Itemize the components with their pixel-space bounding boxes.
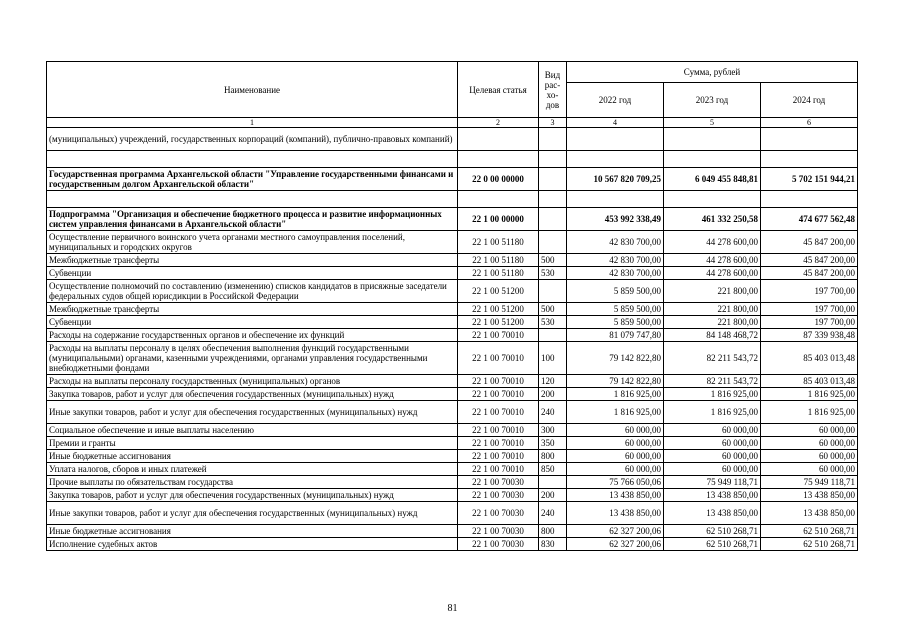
row-amount-2022: 79 142 822,80 (567, 342, 664, 375)
row-amount-2024: 60 000,00 (761, 463, 858, 476)
row-amount-2024: 45 847 200,00 (761, 254, 858, 267)
row-amount-2024: 87 339 938,48 (761, 329, 858, 342)
row-amount-2023: 461 332 250,58 (664, 208, 761, 231)
row-amount-2024: 1 816 925,00 (761, 388, 858, 401)
table-row (47, 476, 858, 489)
column-index: 5 (664, 118, 761, 128)
spacer-cell (761, 191, 858, 208)
row-target-code: 22 1 00 51200 (458, 280, 539, 303)
row-name: Закупка товаров, работ и услуг для обеспечения государственных (муниципальных) нужд (47, 489, 458, 502)
row-expense-kind: 300 (539, 424, 567, 437)
spacer-cell (539, 151, 567, 168)
row-amount-2024: 45 847 200,00 (761, 267, 858, 280)
row-amount-2024: 85 403 013,48 (761, 342, 858, 375)
row-amount-2022: 42 830 700,00 (567, 231, 664, 254)
row-amount-2024: 197 700,00 (761, 303, 858, 316)
spacer-cell (761, 151, 858, 168)
row-target-code: 22 1 00 70010 (458, 329, 539, 342)
row-name: Исполнение судебных актов (47, 538, 458, 551)
spacer-cell (567, 151, 664, 168)
row-target-code: 22 1 00 70010 (458, 342, 539, 375)
table-row (47, 303, 858, 316)
row-amount-2022: 5 859 500,00 (567, 316, 664, 329)
row-amount-2024: 60 000,00 (761, 424, 858, 437)
row-amount-2023: 62 510 268,71 (664, 538, 761, 551)
spacer-cell (539, 191, 567, 208)
row-name: Закупка товаров, работ и услуг для обеспечения государственных (муниципальных) нужд (47, 388, 458, 401)
header-year-2024: 2024 год (761, 83, 858, 118)
row-amount-2022: 42 830 700,00 (567, 254, 664, 267)
row-target-code: 22 1 00 51180 (458, 231, 539, 254)
row-expense-kind: 200 (539, 489, 567, 502)
row-amount-2023: 221 800,00 (664, 303, 761, 316)
row-amount-2024: 13 438 850,00 (761, 489, 858, 502)
row-amount-2023: 84 148 468,72 (664, 329, 761, 342)
row-amount-2022: 1 816 925,00 (567, 388, 664, 401)
header-target: Целевая статья (458, 62, 539, 118)
row-expense-kind: 530 (539, 316, 567, 329)
table-row (47, 316, 858, 329)
spacer-cell (458, 151, 539, 168)
row-amount-2023: 62 510 268,71 (664, 525, 761, 538)
row-amount-2022: 81 079 747,80 (567, 329, 664, 342)
table-row (47, 450, 858, 463)
row-amount-2022: 75 766 050,06 (567, 476, 664, 489)
table-row (47, 525, 858, 538)
row-target-code: 22 1 00 70010 (458, 375, 539, 388)
row-amount-2024: 474 677 562,48 (761, 208, 858, 231)
row-target-code: 22 1 00 70030 (458, 538, 539, 551)
row-amount-2024: 197 700,00 (761, 316, 858, 329)
row-amount-2024: 5 702 151 944,21 (761, 168, 858, 191)
row-name: Иные бюджетные ассигнования (47, 525, 458, 538)
row-target-code: 22 1 00 70010 (458, 463, 539, 476)
row-target-code: 22 0 00 00000 (458, 168, 539, 191)
row-expense-kind: 500 (539, 303, 567, 316)
row-amount-2023: 60 000,00 (664, 437, 761, 450)
table-row (47, 168, 858, 191)
row-target-code: 22 1 00 70010 (458, 437, 539, 450)
row-amount-2024: 45 847 200,00 (761, 231, 858, 254)
row-amount-2023: 6 049 455 848,81 (664, 168, 761, 191)
table-row (47, 342, 858, 375)
row-name: Расходы на содержание государственных органов и обеспечение их функций (47, 329, 458, 342)
row-amount-2023: 44 278 600,00 (664, 254, 761, 267)
row-amount-2023: 60 000,00 (664, 463, 761, 476)
row-name: Премии и гранты (47, 437, 458, 450)
row-name: Подпрограмма "Организация и обеспечение бюджетного процесса и развитие информационных систем управления финансами в Архангельской области" (47, 208, 458, 231)
row-amount-2024: 62 510 268,71 (761, 538, 858, 551)
column-index: 2 (458, 118, 539, 128)
row-amount-2024: 1 816 925,00 (761, 401, 858, 424)
page-number: 81 (447, 603, 458, 614)
row-name: Субвенции (47, 267, 458, 280)
table-row (47, 502, 858, 525)
row-name: Государственная программа Архангельской области "Управление государственными финансами и государственным долгом Архангельской области" (47, 168, 458, 191)
row-amount-2022: 60 000,00 (567, 463, 664, 476)
row-amount-2022: 60 000,00 (567, 424, 664, 437)
row-amount-2023: 1 816 925,00 (664, 401, 761, 424)
table-row (47, 437, 858, 450)
table-row (47, 375, 858, 388)
row-amount-2024: 13 438 850,00 (761, 502, 858, 525)
row-amount-2023: 60 000,00 (664, 424, 761, 437)
row-amount-2023: 60 000,00 (664, 450, 761, 463)
row-expense-kind (539, 329, 567, 342)
row-name: Субвенции (47, 316, 458, 329)
row-target-code: 22 1 00 70030 (458, 489, 539, 502)
row-amount-2023: 221 800,00 (664, 280, 761, 303)
table-body (47, 128, 858, 551)
row-amount-2022: 13 438 850,00 (567, 489, 664, 502)
row-name: Уплата налогов, сборов и иных платежей (47, 463, 458, 476)
row-expense-kind: 200 (539, 388, 567, 401)
row-amount-2022: 60 000,00 (567, 450, 664, 463)
row-expense-kind: 830 (539, 538, 567, 551)
column-index: 3 (539, 118, 567, 128)
column-index: 6 (761, 118, 858, 128)
row-name: Межбюджетные трансферты (47, 254, 458, 267)
table-row (47, 231, 858, 254)
spacer-cell (47, 191, 458, 208)
table-row (47, 208, 858, 231)
row-amount-2022: 60 000,00 (567, 437, 664, 450)
row-target-code: 22 1 00 70010 (458, 401, 539, 424)
row-expense-kind (539, 280, 567, 303)
row-target-code: 22 1 00 70030 (458, 502, 539, 525)
row-expense-kind (539, 208, 567, 231)
row-expense-kind: 850 (539, 463, 567, 476)
spacer-row (47, 151, 858, 168)
row-target-code: 22 1 00 51180 (458, 254, 539, 267)
row-amount-2022: 1 816 925,00 (567, 401, 664, 424)
table-row (47, 463, 858, 476)
table-row (47, 254, 858, 267)
table-row (47, 424, 858, 437)
header-sum: Сумма, рублей (567, 62, 858, 83)
spacer-row (47, 191, 858, 208)
row-amount-2024: 75 949 118,71 (761, 476, 858, 489)
row-expense-kind: 800 (539, 525, 567, 538)
row-amount-2022: 62 327 200,06 (567, 538, 664, 551)
row-name: Межбюджетные трансферты (47, 303, 458, 316)
spacer-cell (567, 191, 664, 208)
row-expense-kind: 800 (539, 450, 567, 463)
row-expense-kind: 240 (539, 502, 567, 525)
row-expense-kind (539, 231, 567, 254)
column-index: 1 (47, 118, 458, 128)
row-amount-2024: 60 000,00 (761, 437, 858, 450)
row-amount-2023: 44 278 600,00 (664, 267, 761, 280)
row-amount-2022: 5 859 500,00 (567, 280, 664, 303)
row-amount-2022: 13 438 850,00 (567, 502, 664, 525)
row-target-code: 22 1 00 51200 (458, 303, 539, 316)
table-row (47, 329, 858, 342)
table-row (47, 401, 858, 424)
row-amount-2022: 5 859 500,00 (567, 303, 664, 316)
row-name: Осуществление первичного воинского учета органами местного самоуправления поселений, муниципальных и городских округов (47, 231, 458, 254)
row-amount-2023: 82 211 543,72 (664, 375, 761, 388)
row-amount-2022: 42 830 700,00 (567, 267, 664, 280)
row-target-code: 22 1 00 70010 (458, 424, 539, 437)
header-year-2022: 2022 год (567, 83, 664, 118)
row-amount-2024: 62 510 268,71 (761, 525, 858, 538)
header-year-2023: 2023 год (664, 83, 761, 118)
row-amount-2024: 60 000,00 (761, 450, 858, 463)
row-name: Социальное обеспечение и иные выплаты населению (47, 424, 458, 437)
row-name: Осуществление полномочий по составлению (изменению) списков кандидатов в присяжные заседатели федеральных судов общей юрисдикции в Российской Федерации (47, 280, 458, 303)
row-name: (муниципальных) учреждений, государственных корпораций (компаний), публично-правовых компаний) (47, 128, 458, 151)
table-row (47, 267, 858, 280)
spacer-cell (664, 191, 761, 208)
row-amount-2023: 13 438 850,00 (664, 502, 761, 525)
row-target-code: 22 1 00 70010 (458, 450, 539, 463)
table-row (47, 128, 858, 151)
spacer-cell (664, 151, 761, 168)
row-expense-kind: 240 (539, 401, 567, 424)
row-target-code: 22 1 00 51180 (458, 267, 539, 280)
row-amount-2023: 13 438 850,00 (664, 489, 761, 502)
row-target-code: 22 1 00 00000 (458, 208, 539, 231)
row-target-code: 22 1 00 51200 (458, 316, 539, 329)
table-row (47, 538, 858, 551)
table-row (47, 280, 858, 303)
table-row (47, 489, 858, 502)
row-name: Иные закупки товаров, работ и услуг для обеспечения государственных (муниципальных) нужд (47, 502, 458, 525)
row-expense-kind (539, 476, 567, 489)
spacer-cell (458, 191, 539, 208)
row-amount-2024: 85 403 013,48 (761, 375, 858, 388)
row-expense-kind: 500 (539, 254, 567, 267)
row-name: Иные бюджетные ассигнования (47, 450, 458, 463)
row-amount-2023 (664, 128, 761, 151)
row-amount-2023: 75 949 118,71 (664, 476, 761, 489)
row-amount-2024: 197 700,00 (761, 280, 858, 303)
column-index: 4 (567, 118, 664, 128)
row-target-code (458, 128, 539, 151)
row-amount-2023: 1 816 925,00 (664, 388, 761, 401)
row-expense-kind: 350 (539, 437, 567, 450)
row-name: Расходы на выплаты персоналу государственных (муниципальных) органов (47, 375, 458, 388)
header-kind: Вид рас-хо-дов (539, 62, 567, 118)
header-name: Наименование (47, 62, 458, 118)
row-expense-kind: 530 (539, 267, 567, 280)
row-amount-2023: 221 800,00 (664, 316, 761, 329)
row-amount-2022: 453 992 338,49 (567, 208, 664, 231)
row-expense-kind: 120 (539, 375, 567, 388)
row-expense-kind (539, 168, 567, 191)
row-target-code: 22 1 00 70030 (458, 525, 539, 538)
row-amount-2024 (761, 128, 858, 151)
spacer-cell (47, 151, 458, 168)
row-amount-2022: 62 327 200,06 (567, 525, 664, 538)
row-name: Прочие выплаты по обязательствам государства (47, 476, 458, 489)
row-amount-2022 (567, 128, 664, 151)
row-amount-2023: 82 211 543,72 (664, 342, 761, 375)
budget-table (46, 61, 858, 551)
row-target-code: 22 1 00 70010 (458, 388, 539, 401)
row-amount-2023: 44 278 600,00 (664, 231, 761, 254)
row-expense-kind: 100 (539, 342, 567, 375)
row-amount-2022: 79 142 822,80 (567, 375, 664, 388)
column-index-row (47, 118, 858, 128)
row-amount-2022: 10 567 820 709,25 (567, 168, 664, 191)
row-name: Иные закупки товаров, работ и услуг для обеспечения государственных (муниципальных) нужд (47, 401, 458, 424)
row-expense-kind (539, 128, 567, 151)
row-target-code: 22 1 00 70030 (458, 476, 539, 489)
table-row (47, 388, 858, 401)
row-name: Расходы на выплаты персоналу в целях обеспечения выполнения функций государственными (муниципальными) органами, казенными учреждениями, органами управления государственными внебюджетными фондами (47, 342, 458, 375)
